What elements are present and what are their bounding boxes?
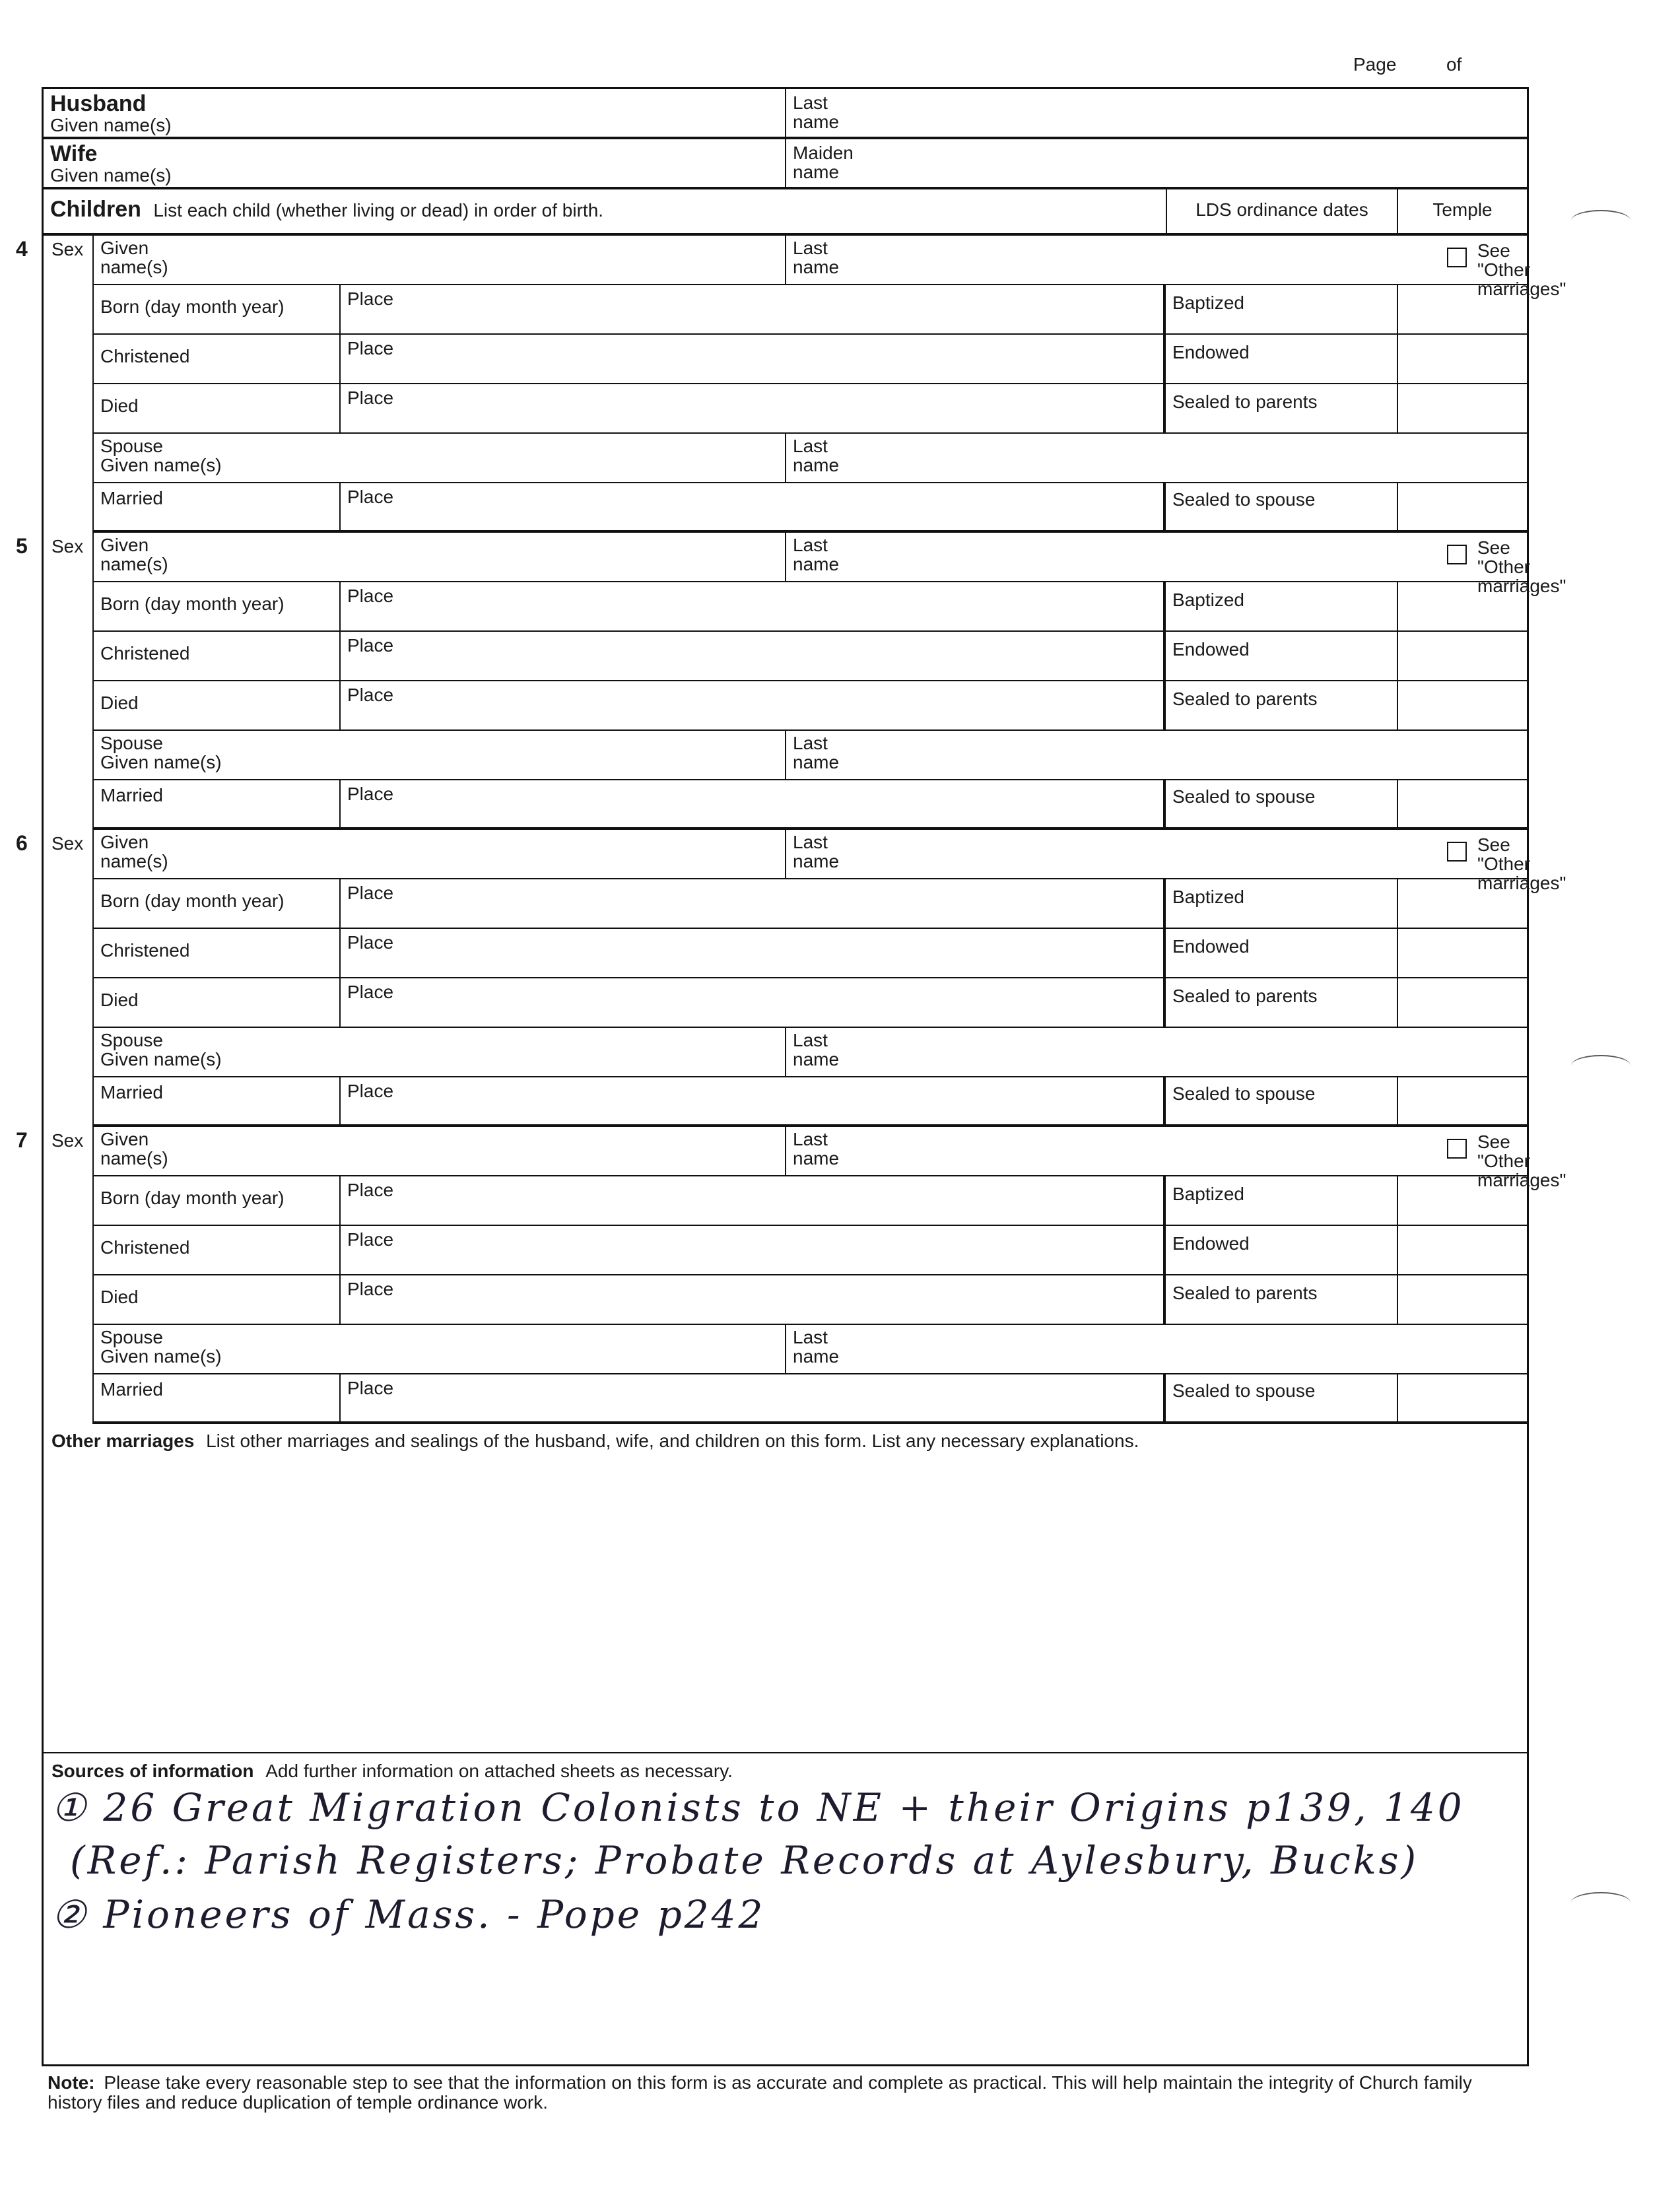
place-label: Place <box>347 338 394 358</box>
other-marriages-section[interactable] <box>44 1423 1527 1753</box>
child-number: 5 <box>16 534 28 558</box>
died-row <box>94 384 1527 434</box>
place-label: Place <box>347 932 394 953</box>
died-date-field[interactable] <box>94 384 339 432</box>
child-block <box>16 236 1566 533</box>
married-row <box>94 1374 1527 1424</box>
handwritten-source-2: (Ref.: Parish Registers; Probate Records at Aylesbury, Bucks) <box>70 1838 1419 1883</box>
child-number: 6 <box>16 831 28 855</box>
christened-date-field[interactable] <box>94 1226 339 1274</box>
sealed_parents-field[interactable] <box>1166 681 1397 729</box>
baptized-temple-field[interactable] <box>1397 879 1527 928</box>
died-place-field[interactable] <box>339 978 1166 1027</box>
spouse-row <box>94 1028 1527 1077</box>
place-label: Place <box>347 982 394 1002</box>
married-row <box>94 1077 1527 1127</box>
died-place-field[interactable] <box>339 681 1166 729</box>
see-other-label: See "Other <box>1477 537 1530 577</box>
footer-note <box>48 2073 1500 2113</box>
child-block <box>16 830 1566 1127</box>
sealed_parents-label: Sealed to parents <box>1172 391 1318 412</box>
sealed-spouse-field[interactable] <box>1166 483 1397 530</box>
endowed-field[interactable] <box>1166 929 1397 977</box>
endowed-field[interactable] <box>1166 632 1397 680</box>
child-given-field[interactable] <box>94 830 785 878</box>
spouse-label-2: Given name(s) <box>100 1049 222 1069</box>
last-label-2: name <box>793 1049 840 1069</box>
baptized-field[interactable] <box>1166 582 1397 630</box>
born-label: Born (day month year) <box>100 1188 285 1208</box>
place-label: Place <box>347 1378 394 1398</box>
see-other-label: See "Other <box>1477 834 1530 874</box>
married-date-field[interactable] <box>94 780 339 827</box>
child-block <box>16 533 1566 830</box>
died-date-field[interactable] <box>94 978 339 1027</box>
endowed-label: Endowed <box>1172 1233 1250 1254</box>
christened-label: Christened <box>100 643 190 663</box>
lds-header-label: LDS ordinance dates <box>1195 199 1368 220</box>
sex-label: Sex <box>51 239 84 259</box>
christened-place-field[interactable] <box>339 335 1166 383</box>
christened-place-field[interactable] <box>339 929 1166 977</box>
children-title: Children <box>50 197 141 222</box>
spouse-label: Spouse <box>100 436 163 456</box>
married-date-field[interactable] <box>94 1077 339 1124</box>
sealed_parents-label: Sealed to parents <box>1172 1283 1318 1303</box>
married-row <box>94 483 1527 533</box>
baptized-field[interactable] <box>1166 879 1397 928</box>
family-group-form <box>16 87 1566 2066</box>
husband-given-label: Given name(s) <box>50 115 172 135</box>
spouse-label-2: Given name(s) <box>100 1346 222 1367</box>
punch-mark <box>1571 1055 1630 1076</box>
punch-mark <box>1571 1892 1630 1913</box>
born-row <box>94 285 1527 335</box>
died-label: Died <box>100 693 139 713</box>
spouse-label-2: Given name(s) <box>100 752 222 772</box>
endowed-label: Endowed <box>1172 342 1250 362</box>
born-row <box>94 582 1527 632</box>
place-label: Place <box>347 635 394 656</box>
baptized-temple-field[interactable] <box>1397 285 1527 333</box>
sealed_parents-temple-field[interactable] <box>1397 978 1527 1027</box>
spouse-label: Spouse <box>100 733 163 753</box>
spouse-label: Spouse <box>100 1030 163 1050</box>
husband-title: Husband <box>50 91 147 116</box>
husband-last-field[interactable] <box>785 89 1527 137</box>
place-label: Place <box>347 883 394 903</box>
place-label: Place <box>347 288 394 309</box>
christened-row <box>94 929 1527 978</box>
spouse-row <box>94 434 1527 483</box>
wife-maiden-label: Maiden <box>793 143 854 163</box>
endowed-temple-field[interactable] <box>1397 929 1527 977</box>
given-label: Given <box>100 238 149 258</box>
married-place-field[interactable] <box>339 483 1166 530</box>
sealed-spouse-temple-field[interactable] <box>1397 1077 1527 1124</box>
sealed_parents-field[interactable] <box>1166 978 1397 1027</box>
last-label: Last <box>793 1327 828 1347</box>
place-label: Place <box>347 685 394 705</box>
married-label: Married <box>100 1082 163 1102</box>
sealed_parents-label: Sealed to parents <box>1172 689 1318 709</box>
married-label: Married <box>100 488 163 508</box>
other-marriages-title: Other marriages <box>51 1431 195 1451</box>
husband-given-field[interactable] <box>44 89 785 137</box>
child-last-field[interactable] <box>785 830 1527 878</box>
last-label: Last <box>793 832 828 852</box>
sealed_parents-temple-field[interactable] <box>1397 1275 1527 1324</box>
died-place-field[interactable] <box>339 384 1166 432</box>
died-place-field[interactable] <box>339 1275 1166 1324</box>
married-place-field[interactable] <box>339 1374 1166 1421</box>
sealed-spouse-temple-field[interactable] <box>1397 483 1527 530</box>
place-label: Place <box>347 1279 394 1299</box>
died-date-field[interactable] <box>94 681 339 729</box>
spouse-last-field[interactable] <box>785 434 1527 482</box>
sealed_parents-temple-field[interactable] <box>1397 384 1527 432</box>
place-label: Place <box>347 388 394 408</box>
wife-given-label: Given name(s) <box>50 165 172 186</box>
spouse-given-field[interactable] <box>94 731 785 779</box>
baptized-label: Baptized <box>1172 292 1244 313</box>
endowed-field[interactable] <box>1166 1226 1397 1274</box>
born-place-field[interactable] <box>339 1176 1166 1225</box>
last-label-2: name <box>793 851 840 871</box>
child-sex-field[interactable] <box>44 236 94 533</box>
note-title: Note: <box>48 2072 95 2093</box>
see-other-label: See "Other <box>1477 240 1530 280</box>
children-header <box>44 189 1527 236</box>
lds-header <box>1166 189 1397 233</box>
given-label: Given <box>100 535 149 555</box>
last-label-2: name <box>793 1346 840 1367</box>
last-label-2: name <box>793 1148 840 1168</box>
last-label: Last <box>793 535 828 555</box>
place-label: Place <box>347 784 394 804</box>
child-block <box>16 1127 1566 1424</box>
punch-mark <box>1571 210 1630 231</box>
see-other-label: See "Other <box>1477 1132 1530 1171</box>
last-label-2: name <box>793 752 840 772</box>
other-marriages-checkbox[interactable] <box>1447 248 1467 267</box>
husband-last-label: Last <box>793 92 828 113</box>
spouse-label-2: Given name(s) <box>100 455 222 475</box>
born-date-field[interactable] <box>94 879 339 928</box>
place-label: Place <box>347 1180 394 1200</box>
other-marriages-checkbox[interactable] <box>1447 545 1467 564</box>
christened-label: Christened <box>100 346 190 366</box>
sealed-spouse-field[interactable] <box>1166 1077 1397 1124</box>
endowed-field[interactable] <box>1166 335 1397 383</box>
born-row <box>94 879 1527 929</box>
born-place-field[interactable] <box>339 582 1166 630</box>
died-row <box>94 1275 1527 1325</box>
christened-row <box>94 1226 1527 1275</box>
sex-label: Sex <box>51 1130 84 1151</box>
child-given-field[interactable] <box>94 1127 785 1175</box>
sealed_parents-field[interactable] <box>1166 1275 1397 1324</box>
given-label-2: name(s) <box>100 554 168 574</box>
child-number: 7 <box>16 1128 28 1152</box>
child-last-field[interactable] <box>785 236 1527 284</box>
endowed-temple-field[interactable] <box>1397 1226 1527 1274</box>
given-label-2: name(s) <box>100 257 168 277</box>
sealed-spouse-label: Sealed to spouse <box>1172 489 1316 510</box>
page-label: Page <box>1353 54 1397 75</box>
married-label: Married <box>100 1379 163 1400</box>
died-row <box>94 978 1527 1028</box>
wife-title: Wife <box>50 141 98 166</box>
last-label: Last <box>793 238 828 258</box>
endowed-label: Endowed <box>1172 936 1250 957</box>
died-row <box>94 681 1527 731</box>
sex-label: Sex <box>51 536 84 557</box>
sealed-spouse-label: Sealed to spouse <box>1172 1083 1316 1104</box>
sealed-spouse-temple-field[interactable] <box>1397 1374 1527 1421</box>
place-label: Place <box>347 487 394 507</box>
christened-date-field[interactable] <box>94 335 339 383</box>
born-label: Born (day month year) <box>100 891 285 911</box>
sealed-spouse-label: Sealed to spouse <box>1172 1380 1316 1401</box>
given-label-2: name(s) <box>100 1148 168 1168</box>
child-number: 4 <box>16 237 28 261</box>
born-label: Born (day month year) <box>100 593 285 614</box>
sources-title: Sources of information <box>51 1761 254 1781</box>
christened-place-field[interactable] <box>339 632 1166 680</box>
born-place-field[interactable] <box>339 879 1166 928</box>
christened-row <box>94 632 1527 681</box>
child-sex-field[interactable] <box>44 533 94 830</box>
baptized-label: Baptized <box>1172 1184 1244 1204</box>
spouse-given-field[interactable] <box>94 1325 785 1373</box>
handwritten-source-3: ② Pioneers of Mass. - Pope p242 <box>51 1892 766 1937</box>
given-label-2: name(s) <box>100 851 168 871</box>
sealed_parents-label: Sealed to parents <box>1172 986 1318 1006</box>
died-label: Died <box>100 395 139 416</box>
wife-maiden-label-2: name <box>793 162 840 182</box>
baptized-field[interactable] <box>1166 285 1397 333</box>
see-other-label-2: marriages" <box>1477 1170 1566 1190</box>
spouse-given-field[interactable] <box>94 434 785 482</box>
sealed-spouse-field[interactable] <box>1166 1374 1397 1421</box>
other-marriages-checkbox[interactable] <box>1447 842 1467 862</box>
children-header-title-cell <box>44 189 1166 233</box>
last-label: Last <box>793 1129 828 1149</box>
born-date-field[interactable] <box>94 582 339 630</box>
sources-section[interactable] <box>44 1753 1527 2064</box>
other-marriages-checkbox[interactable] <box>1447 1139 1467 1159</box>
baptized-field[interactable] <box>1166 1176 1397 1225</box>
place-label: Place <box>347 1229 394 1250</box>
children-subtitle: List each child (whether living or dead) in order of birth. <box>153 200 604 220</box>
christened-place-field[interactable] <box>339 1226 1166 1274</box>
given-label: Given <box>100 832 149 852</box>
child-last-field[interactable] <box>785 1127 1527 1175</box>
handwritten-source-1: ① 26 Great Migration Colonists to NE + their Origins p139, 140 <box>51 1785 1465 1830</box>
died-date-field[interactable] <box>94 1275 339 1324</box>
see-other-label-2: marriages" <box>1477 279 1566 299</box>
born-place-field[interactable] <box>339 285 1166 333</box>
born-row <box>94 1176 1527 1226</box>
sex-label: Sex <box>51 833 84 854</box>
married-row <box>94 780 1527 830</box>
died-label: Died <box>100 1287 139 1307</box>
page-of-label: of <box>1446 54 1462 75</box>
last-label: Last <box>793 436 828 456</box>
sealed-spouse-field[interactable] <box>1166 780 1397 827</box>
last-label: Last <box>793 1030 828 1050</box>
sealed-spouse-label: Sealed to spouse <box>1172 786 1316 807</box>
child-sex-field[interactable] <box>44 1127 94 1424</box>
baptized-temple-field[interactable] <box>1397 1176 1527 1225</box>
spouse-last-field[interactable] <box>785 1325 1527 1373</box>
born-date-field[interactable] <box>94 1176 339 1225</box>
spouse-given-field[interactable] <box>94 1028 785 1076</box>
married-date-field[interactable] <box>94 1374 339 1421</box>
other-marriages-text: List other marriages and sealings of the husband, wife, and children on this form. List any necessary explanations. <box>206 1431 1139 1451</box>
husband-row <box>44 89 1527 139</box>
born-label: Born (day month year) <box>100 296 285 317</box>
note-text: Please take every reasonable step to see that the information on this form is as accurate and complete as practical. This will help maintain the integrity of Church family history files and reduce duplication of temple ordinance work. <box>48 2072 1472 2113</box>
christened-row <box>94 335 1527 384</box>
wife-row <box>44 139 1527 189</box>
child-sex-field[interactable] <box>44 830 94 1127</box>
spouse-last-field[interactable] <box>785 1028 1527 1076</box>
wife-given-field[interactable] <box>44 139 785 187</box>
died-label: Died <box>100 990 139 1010</box>
last-label: Last <box>793 733 828 753</box>
husband-last-label-2: name <box>793 112 840 132</box>
born-date-field[interactable] <box>94 285 339 333</box>
child-given-field[interactable] <box>94 533 785 581</box>
christened-date-field[interactable] <box>94 632 339 680</box>
temple-header <box>1397 189 1527 233</box>
spouse-label: Spouse <box>100 1327 163 1347</box>
spouse-row <box>94 1325 1527 1374</box>
married-label: Married <box>100 785 163 805</box>
child-given-field[interactable] <box>94 236 785 284</box>
place-label: Place <box>347 586 394 606</box>
married-place-field[interactable] <box>339 780 1166 827</box>
baptized-label: Baptized <box>1172 887 1244 907</box>
christened-label: Christened <box>100 1237 190 1258</box>
sources-text: Add further information on attached sheets as necessary. <box>265 1761 733 1781</box>
last-label-2: name <box>793 554 840 574</box>
endowed-temple-field[interactable] <box>1397 632 1527 680</box>
last-label-2: name <box>793 455 840 475</box>
sealed-spouse-temple-field[interactable] <box>1397 780 1527 827</box>
child-last-field[interactable] <box>785 533 1527 581</box>
sealed_parents-temple-field[interactable] <box>1397 681 1527 729</box>
page-header <box>1353 54 1462 75</box>
christened-date-field[interactable] <box>94 929 339 977</box>
last-label-2: name <box>793 257 840 277</box>
married-date-field[interactable] <box>94 483 339 530</box>
endowed-temple-field[interactable] <box>1397 335 1527 383</box>
spouse-last-field[interactable] <box>785 731 1527 779</box>
sealed_parents-field[interactable] <box>1166 384 1397 432</box>
christened-label: Christened <box>100 940 190 961</box>
given-label: Given <box>100 1129 149 1149</box>
married-place-field[interactable] <box>339 1077 1166 1124</box>
temple-header-label: Temple <box>1432 199 1493 220</box>
spouse-row <box>94 731 1527 780</box>
see-other-label-2: marriages" <box>1477 873 1566 893</box>
endowed-label: Endowed <box>1172 639 1250 660</box>
baptized-label: Baptized <box>1172 590 1244 610</box>
baptized-temple-field[interactable] <box>1397 582 1527 630</box>
place-label: Place <box>347 1081 394 1101</box>
wife-maiden-field[interactable] <box>785 139 1527 187</box>
see-other-label-2: marriages" <box>1477 576 1566 596</box>
